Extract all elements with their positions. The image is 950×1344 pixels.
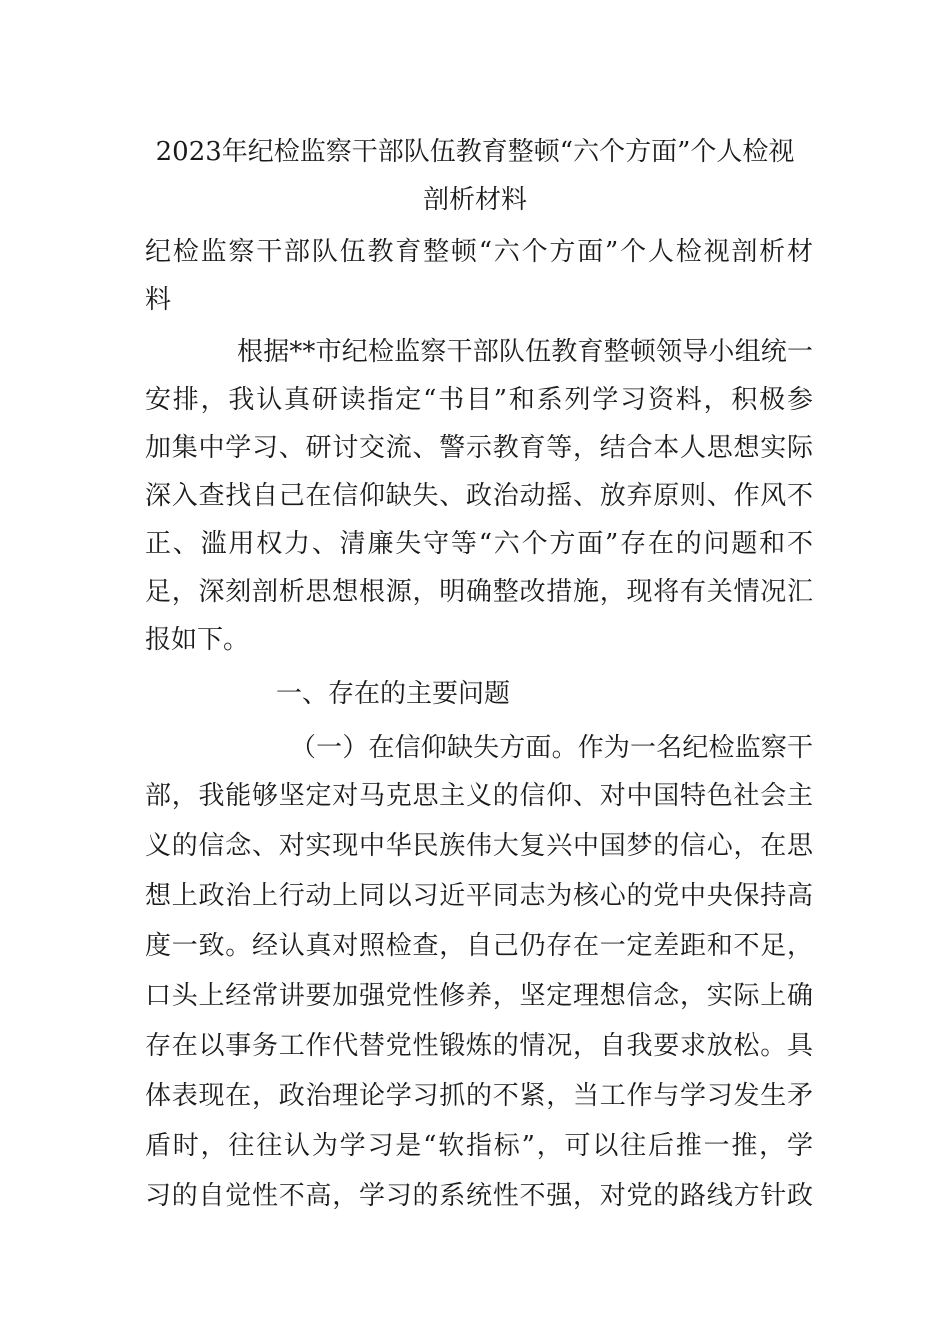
paragraph-line: 安排，我认真研读指定“书目”和系列学习资料，积极参	[145, 385, 813, 415]
paragraph-line: 存在以事务工作代替党性锻炼的情况，自我要求放松。具	[145, 1031, 813, 1061]
paragraph-line: 深入查找自己在信仰缺失、政治动摇、放弃原则、作风不	[145, 481, 813, 511]
paragraph-line: 义的信念、对实现中华民族伟大复兴中国梦的信心，在思	[145, 831, 813, 861]
paragraph-line: 口头上经常讲要加强党性修养，坚定理想信念，实际上确	[145, 981, 813, 1011]
paragraph-line: 习的自觉性不高，学习的系统性不强，对党的路线方针政	[145, 1181, 813, 1211]
paragraph-line: 根据**市纪检监察干部队伍教育整顿领导小组统一	[237, 337, 813, 367]
paragraph-line: 报如下。	[145, 625, 250, 655]
document-title-line-2: 剖析材料	[422, 185, 527, 215]
paragraph-line: 正、滥用权力、清廉失守等“六个方面”存在的问题和不	[145, 529, 813, 559]
paragraph-line: 盾时，往往认为学习是“软指标”，可以往后推一推，学	[145, 1131, 813, 1161]
subtitle-line: 料	[145, 285, 172, 315]
subtitle-line: 纪检监察干部队伍教育整顿“六个方面”个人检视剖析材	[145, 237, 813, 267]
paragraph-line: 部，我能够坚定对马克思主义的信仰、对中国特色社会主	[145, 781, 813, 811]
paragraph-line: 想上政治上行动上同以习近平同志为核心的党中央保持高	[145, 881, 813, 911]
paragraph-line: 足，深刻剖析思想根源，明确整改措施，现将有关情况汇	[145, 577, 813, 607]
document-title-line-1: 2023年纪检监察干部队伍教育整顿“六个方面”个人检视	[155, 137, 795, 167]
section-heading: 一、存在的主要问题	[276, 679, 511, 709]
paragraph-line: 体表现在，政治理论学习抓的不紧，当工作与学习发生矛	[145, 1081, 813, 1111]
paragraph-line: 加集中学习、研讨交流、警示教育等，结合本人思想实际	[145, 433, 813, 463]
paragraph-line: 度一致。经认真对照检查，自己仍存在一定差距和不足，	[145, 931, 813, 961]
paragraph-line: （一）在信仰缺失方面。作为一名纪检监察干	[290, 733, 813, 763]
